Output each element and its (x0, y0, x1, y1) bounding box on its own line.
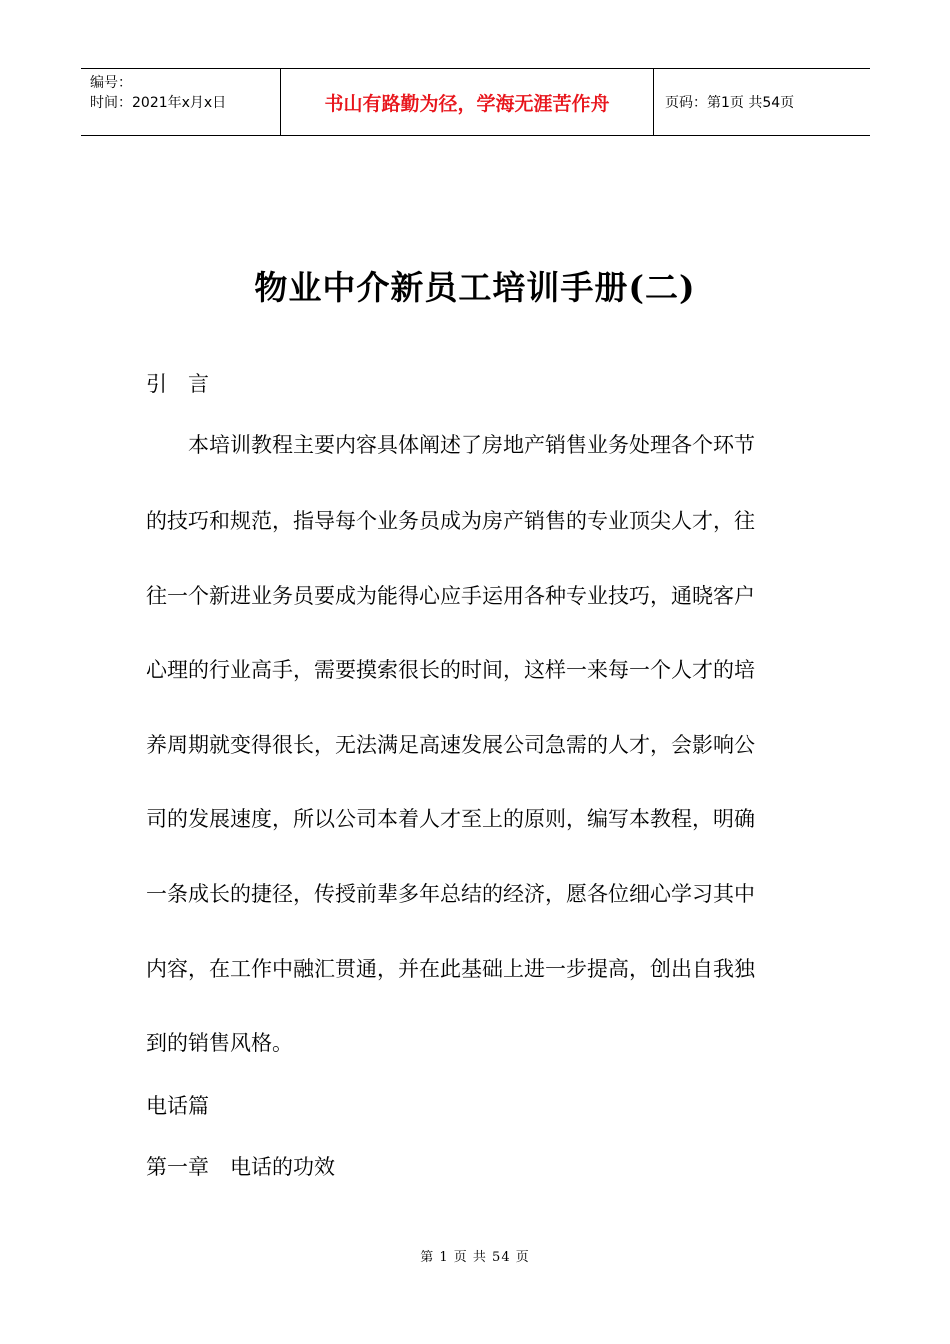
paragraph-line-1: 本培训教程主要内容具体阐述了房地产销售业务处理各个环节 (146, 433, 755, 457)
header-motto: 书山有路勤为径，学海无涯苦作舟 (281, 69, 654, 135)
header-meta-cell (81, 69, 281, 135)
header-number-label: 编号： (90, 75, 132, 91)
intro-heading: 引 言 (146, 372, 209, 396)
paragraph-line-9: 到的销售风格。 (146, 1031, 293, 1055)
header-page-info: 页码：第1页 共54页 (665, 95, 795, 111)
document-title: 物业中介新员工培训手册(二) (254, 268, 696, 307)
page-footer: 第 1 页 共 54 页 (420, 1250, 530, 1265)
paragraph-line-7: 一条成长的捷径，传授前辈多年总结的经济，愿各位细心学习其中 (146, 882, 755, 906)
chapter-heading: 第一章 电话的功效 (146, 1155, 335, 1179)
paragraph-line-2: 的技巧和规范，指导每个业务员成为房产销售的专业顶尖人才，往 (146, 509, 755, 533)
paragraph-line-6: 司的发展速度，所以公司本着人才至上的原则，编写本教程，明确 (146, 807, 755, 831)
paragraph-line-5: 养周期就变得很长，无法满足高速发展公司急需的人才，会影响公 (146, 733, 755, 757)
document-header (81, 68, 870, 136)
section-heading: 电话篇 (146, 1094, 209, 1118)
paragraph-line-8: 内容，在工作中融汇贯通，并在此基础上进一步提高，创出自我独 (146, 957, 755, 981)
paragraph-line-4: 心理的行业高手，需要摸索很长的时间，这样一来每一个人才的培 (146, 658, 755, 682)
paragraph-line-3: 往一个新进业务员要成为能得心应手运用各种专业技巧，通晓客户 (146, 584, 755, 608)
header-time-label: 时间：2021年x月x日 (90, 95, 227, 111)
